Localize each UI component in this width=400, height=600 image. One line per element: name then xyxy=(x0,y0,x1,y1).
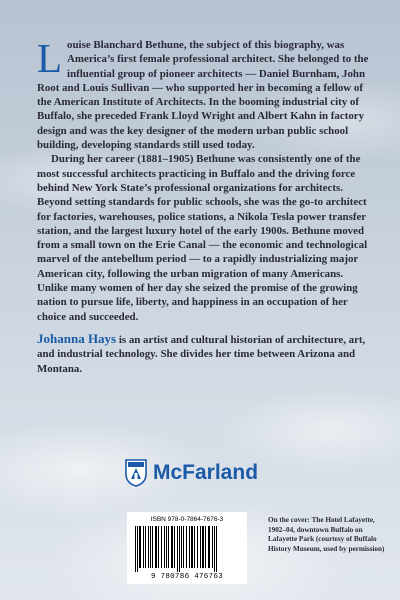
barcode-bar xyxy=(150,526,151,568)
barcode-bar xyxy=(179,526,180,572)
author-bio: is an artist and cultural historian of architecture, art, and industrial technology. She divides her time between Arizona and Montana. xyxy=(37,333,366,375)
barcode-bar xyxy=(194,526,195,568)
barcode-bar xyxy=(181,526,182,568)
back-cover-text xyxy=(37,35,369,376)
barcode-bar xyxy=(205,526,206,568)
barcode-bar xyxy=(186,526,187,568)
barcode-bar xyxy=(148,526,149,568)
barcode-bar xyxy=(164,526,165,568)
barcode-bar xyxy=(135,526,136,572)
barcode-bar xyxy=(189,526,190,568)
barcode-digits: 9 780786 476763 xyxy=(150,573,223,581)
barcode-bar xyxy=(155,526,157,568)
isbn-label: ISBN 978-0-7864-7676-3 xyxy=(150,516,224,523)
barcode-bar xyxy=(191,526,193,568)
barcode-bar xyxy=(143,526,144,568)
barcode-bar xyxy=(208,526,210,568)
barcode-bar xyxy=(214,526,215,572)
author-name: Johanna Hays xyxy=(37,330,117,346)
barcode-bar xyxy=(158,526,159,568)
barcode-bar xyxy=(166,526,167,568)
publisher-name: McFarland xyxy=(153,461,259,484)
barcode-bar xyxy=(197,526,198,568)
barcode-bar xyxy=(177,526,178,572)
barcode-bars xyxy=(133,526,241,572)
mcfarland-shield-logo-icon xyxy=(125,459,147,487)
barcode-bar xyxy=(171,526,173,568)
barcode-bar xyxy=(216,526,217,572)
isbn-barcode xyxy=(127,512,247,584)
barcode-bar xyxy=(212,526,213,568)
drop-cap: L xyxy=(37,35,63,81)
bio-text: ouise Blanchard Bethune, the subject of this biography, was America’s first female professional architect. She belonged to the influential group of pioneer architects — Daniel Burnham, John Root and Louis Sullivan — who supported her in becoming a fellow of the American Institute of Architects. In the booming industrial city of Buffalo, she preceded Frank Lloyd Wright and Albert Kahn in factory design and was the key designer of the modern urban public school building, developing standards still used today. xyxy=(37,39,369,152)
barcode-bar xyxy=(168,526,169,568)
career-paragraph: During her career (1881–1905) Bethune was consistently one of the most successful architects practicing in Buffalo and the driving force behind New York State’s professional organizations for architects. Beyond setting standards for public schools, she was the go-to architect for factories, warehouses, police stations, a Nikola Tesla power transfer station, and the largest luxury hotel of the early 1900s. Bethune moved from a small town on the Erie Canal — the economic and technological marvel of the antebellum period — to a rapidly industrializing major American city, following the urban migration of many Americans. Unlike many women of her day she seized the promise of the growing nation to pursue life, liberty, and happiness in an occupation of her choice and succeeded. xyxy=(37,153,368,323)
barcode-bar xyxy=(202,526,204,568)
barcode-bar xyxy=(139,526,141,568)
publisher-logo xyxy=(125,456,275,490)
barcode-bar xyxy=(183,526,184,568)
bio-paragraph xyxy=(37,35,369,152)
barcode-bar xyxy=(200,526,201,568)
barcode-bar xyxy=(152,526,153,568)
barcode-bar xyxy=(161,526,162,568)
barcode-bar xyxy=(145,526,146,568)
barcode-bar xyxy=(137,526,138,572)
cover-credit: On the cover: The Hotel Lafayette, 1902–04, downtown Buffalo on Lafayette Park (courtesy of Buffalo History Museum, used by permission) xyxy=(268,516,385,553)
author-paragraph xyxy=(37,332,369,376)
barcode-bar xyxy=(174,526,175,568)
